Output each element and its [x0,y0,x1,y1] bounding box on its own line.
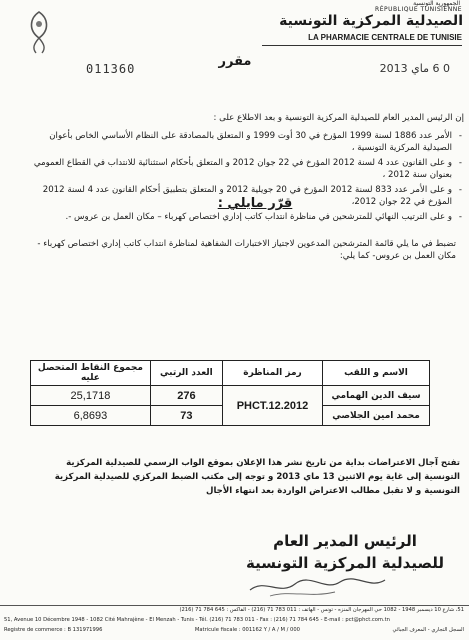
cell-total: 25,1718 [31,386,151,406]
cell-rank: 276 [150,386,222,406]
decision-heading: قرّر مايلي : [217,196,293,211]
table-header-row [31,361,430,386]
footer-arabic-address: 51، شارع 10 ديسمبر 1948 - 1082 حي المهرجان المنزه - تونس - الهاتف : 011 783 71 (216) - الفاكس : 645 784 71 (216) [179,607,464,613]
handwritten-signature-icon [240,572,390,600]
consideration-item: - و على الأمر عدد 833 لسنة 2012 المؤرخ في 20 جويلية 2012 و المتعلق بتطبيق أحكام القانون عدد 4 لسنة 2012 المؤرخ في 22 جوان 2012، [28,184,464,208]
header-arabic-org-name: الصيدلية المركزية التونسية [279,13,463,29]
cell-rank: 73 [150,406,222,426]
signature-block [230,530,460,574]
candidates-table [30,360,430,426]
header-french-republic: RÉPUBLIQUE TUNISIENNE [375,6,462,13]
footer-commerce-registry: Registre de commerce : B 131971996 [4,627,103,633]
consideration-item: - و على الترتيب النهائي للمترشحين في مناظرة انتداب كاتب إداري اختصاص كهرباء – مكان العمل بن عروس -. [28,211,464,223]
pharmacie-logo-icon [22,8,56,56]
header-arabic-republic: الجمهورية التونسية [413,0,460,7]
footer-arabic-registry: السجل التجاري - المعرف الجبائي [392,627,464,633]
cell-total: 6,8693 [31,406,151,426]
document-type-title: مقرر [218,54,252,69]
cell-competition-code: PHCT.12.2012 [222,386,322,426]
cell-name: محمد امين الجلاصي [323,406,430,426]
col-header-code: رمز المناظرة [222,361,322,386]
intro-paragraph: إن الرئيس المدير العام للصيدلية المركزية التونسية و بعد الاطلاع على : [213,113,464,123]
consideration-item: - الأمر عدد 1886 لسنة 1999 المؤرخ في 30 أوت 1999 و المتعلق بالمصادقة على النظام الأساسي الخاص بأعوان الصيدلية المركزية التونسية ، [28,130,464,154]
footer-tax-id: Matricule fiscale : 001162 Y / A / M / 000 [194,627,300,633]
document-date: 0 6 ماي 2013 [379,62,450,75]
cell-name: سيف الدين الهمامي [323,386,430,406]
footer-french-address: 51, Avenue 10 Décembre 1948 - 1082 Cité Mahrajène - El Menzah - Tunis - Tél. (216) 71 783 011 - Fax : (216) 71 784 645 - E-mail : pct@phct.com.tn [4,617,390,623]
consideration-item: - و على القانون عدد 4 لسنة 2012 المؤرخ في 22 جوان 2012 و المتعلق بأحكام استثنائية للانتداب في القطاع العمومي بعنوان سنة 2012 ، [28,157,464,181]
footer-registry-line [4,627,464,633]
reference-number: 011360 [86,62,136,76]
article-one-paragraph [28,238,456,262]
signature-line-title: الرئيس المدير العام [273,532,417,550]
appeal-notice-paragraph: تفتح آجال الاعتراضات بداية من تاريخ نشر هذا الإعلان بموقع الواب الرسمي للصيدلية المركزية التونسية إلى غاية يوم الاثنين 13 ماي 2013 و توجه إلى مكتب الضبط المركزي للصيدلية المركزية التونسية و لا تقبل مطالب الاعتراض الواردة بعد انتهاء الأجال [54,458,460,496]
footer-divider [0,605,469,606]
article-one-text: تضبط في ما يلي قائمة المترشحين المدعوين لاجتياز الاختبارات الشفاهية لمناظرة انتداب كاتب إداري اختصاص كهرباء - مكان العمل بن عروس- كما يلي: [37,239,456,261]
header-french-org-name: LA PHARMACIE CENTRALE DE TUNISIE [308,33,462,42]
col-header-name: الاسم و اللقب [323,361,430,386]
col-header-total: مجموع النقاط المتحصل عليه [31,361,151,386]
signature-line-org: للصيدلية المركزية التونسية [246,554,444,572]
considerations-list [28,130,464,226]
table-row [31,386,430,406]
col-header-rank: العدد الرتبي [150,361,222,386]
header-divider [262,45,462,46]
